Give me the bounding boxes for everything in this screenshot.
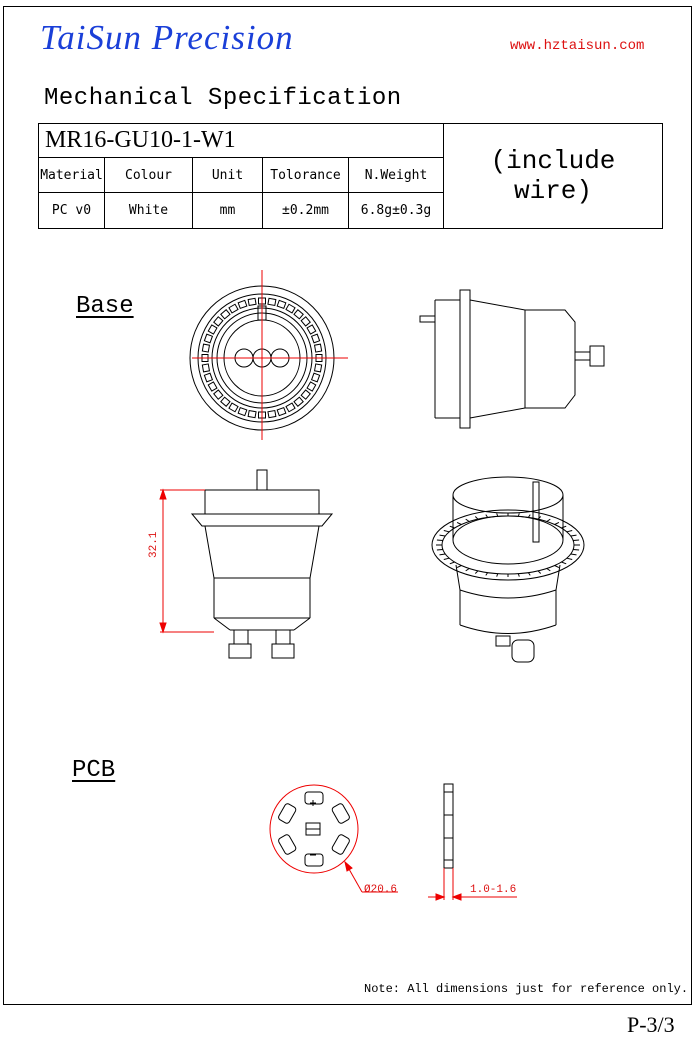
brand-name: TaiSun Precision — [40, 18, 294, 57]
footer-note: Note: All dimensions just for reference only. — [364, 982, 689, 996]
value-unit: mm — [193, 193, 263, 229]
wire-note: (include wire) — [444, 124, 663, 229]
base-height-label: 32.1 — [148, 531, 160, 558]
base-front-view — [192, 470, 332, 658]
value-tolerance: ±0.2mm — [263, 193, 349, 229]
page-number: P-3/3 — [627, 1012, 675, 1037]
website-url[interactable]: www.hztaisun.com — [510, 38, 645, 54]
model-number: MR16-GU10-1-W1 — [39, 124, 444, 158]
height-dimension — [160, 490, 214, 632]
pcb-side-view — [444, 784, 453, 868]
value-colour: White — [105, 193, 193, 229]
pcb-diameter-label: Ø20.6 — [364, 884, 398, 896]
pcb-top-view — [270, 785, 398, 892]
base-isometric-view — [432, 477, 584, 662]
header-material: Material — [39, 158, 105, 193]
header-colour: Colour — [105, 158, 193, 193]
page-title: Mechanical Specification — [44, 85, 402, 112]
pcb-thickness-label: 1.0-1.6 — [470, 884, 517, 896]
header-weight: N.Weight — [349, 158, 444, 193]
base-side-view — [420, 290, 604, 428]
value-material: PC v0 — [39, 193, 105, 229]
value-weight: 6.8g±0.3g — [349, 193, 444, 229]
header-tolerance: Tolorance — [263, 158, 349, 193]
section-base-label: Base — [76, 293, 134, 320]
section-pcb-label: PCB — [72, 757, 116, 784]
header-unit: Unit — [193, 158, 263, 193]
